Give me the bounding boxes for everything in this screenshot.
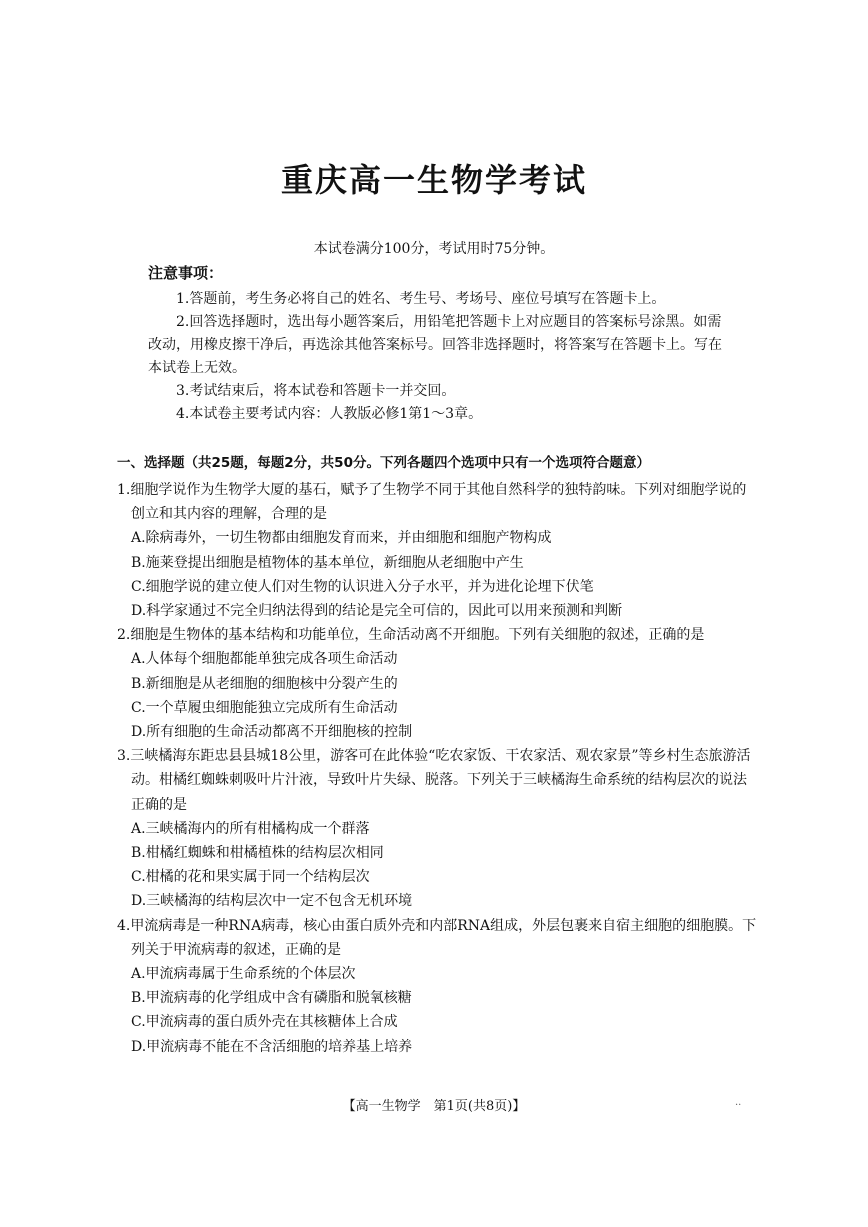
option-d: D.三峡橘海的结构层次中一定不包含无机环境 bbox=[131, 893, 413, 910]
option-a: A.人体每个细胞都能单独完成各项生命活动 bbox=[131, 651, 398, 668]
note-item: 2.回答选择题时，选出每小题答案后，用铅笔把答题卡上对应题目的答案标号涂黑。如需改动，用橡皮擦干净后，再选涂其他答案标号。回答非选择题时，将答案写在答题卡上。写在本试卷上无效。 bbox=[148, 314, 722, 376]
question-list bbox=[117, 478, 757, 1059]
question-2 bbox=[117, 623, 757, 744]
notes-heading: 注意事项： bbox=[148, 264, 224, 282]
option-c: C.细胞学说的建立使人们对生物的认识进入分子水平，并为进化论埋下伏笔 bbox=[131, 578, 594, 595]
option-b: B.施莱登提出细胞是植物体的基本单位，新细胞从老细胞中产生 bbox=[131, 554, 524, 571]
option-d: D.所有细胞的生命活动都离不开细胞核的控制 bbox=[131, 724, 413, 741]
option-c: C.甲流病毒的蛋白质外壳在其核糖体上合成 bbox=[131, 1014, 398, 1031]
question-stem: 2.细胞是生物体的基本结构和功能单位，生命活动离不开细胞。下列有关细胞的叙述，正确的是 bbox=[117, 627, 705, 644]
option-a: A.三峡橘海内的所有柑橘构成一个群落 bbox=[131, 820, 370, 837]
option-b: B.新细胞是从老细胞的细胞核中分裂产生的 bbox=[131, 675, 398, 692]
option-c: C.一个草履虫细胞能独立完成所有生命活动 bbox=[131, 699, 398, 716]
notes-list bbox=[148, 288, 728, 426]
section-heading: 一、选择题（共25题，每题2分，共50分。下列各题四个选项中只有一个选项符合题意） bbox=[117, 455, 650, 471]
question-stem: 4.甲流病毒是一种RNA病毒，核心由蛋白质外壳和内部RNA组成，外层包裹来自宿主细胞的细胞膜。下列关于甲流病毒的叙述，正确的是 bbox=[117, 917, 757, 958]
option-a: A.甲流病毒属于生命系统的个体层次 bbox=[131, 966, 356, 983]
option-b: B.甲流病毒的化学组成中含有磷脂和脱氧核糖 bbox=[131, 990, 412, 1007]
question-stem: 3.三峡橘海东距忠县县城18公里，游客可在此体验“吃农家饭、干农家活、观农家景”等乡村生态旅游活动。柑橘红蜘蛛刺吸叶片汁液，导致叶片失绿、脱落。下列关于三峡橘海生命系统的结构层次的说法正确的是 bbox=[117, 748, 751, 813]
question-4 bbox=[117, 914, 757, 1059]
question-stem: 1.细胞学说作为生物学大厦的基石，赋予了生物学不同于其他自然科学的独特韵味。下列对细胞学说的创立和其内容的理解，合理的是 bbox=[117, 482, 747, 523]
option-a: A.除病毒外，一切生物都由细胞发育而来，并由细胞和细胞产物构成 bbox=[131, 530, 552, 547]
option-d: D.甲流病毒不能在不含活细胞的培养基上培养 bbox=[131, 1038, 413, 1055]
exam-info: 本试卷满分100分，考试用时75分钟。 bbox=[313, 241, 555, 257]
note-item: 4.本试卷主要考试内容：人教版必修1第1～3章。 bbox=[176, 406, 483, 422]
note-item: 3.考试结束后，将本试卷和答题卡一并交回。 bbox=[176, 383, 456, 399]
option-c: C.柑橘的花和果实属于同一个结构层次 bbox=[131, 869, 370, 886]
question-1 bbox=[117, 478, 757, 623]
corner-mark: ·· bbox=[735, 1100, 742, 1111]
note-item: 1.答题前，考生务必将自己的姓名、考生号、考场号、座位号填写在答题卡上。 bbox=[176, 291, 666, 307]
option-b: B.柑橘红蜘蛛和柑橘植株的结构层次相同 bbox=[131, 845, 384, 862]
page-footer: 【高一生物学 第1页(共8页)】 bbox=[342, 1099, 526, 1114]
page-title: 重庆高一生物学考试 bbox=[280, 161, 587, 199]
question-3 bbox=[117, 744, 757, 913]
option-d: D.科学家通过不完全归纳法得到的结论是完全可信的，因此可以用来预测和判断 bbox=[131, 603, 623, 620]
